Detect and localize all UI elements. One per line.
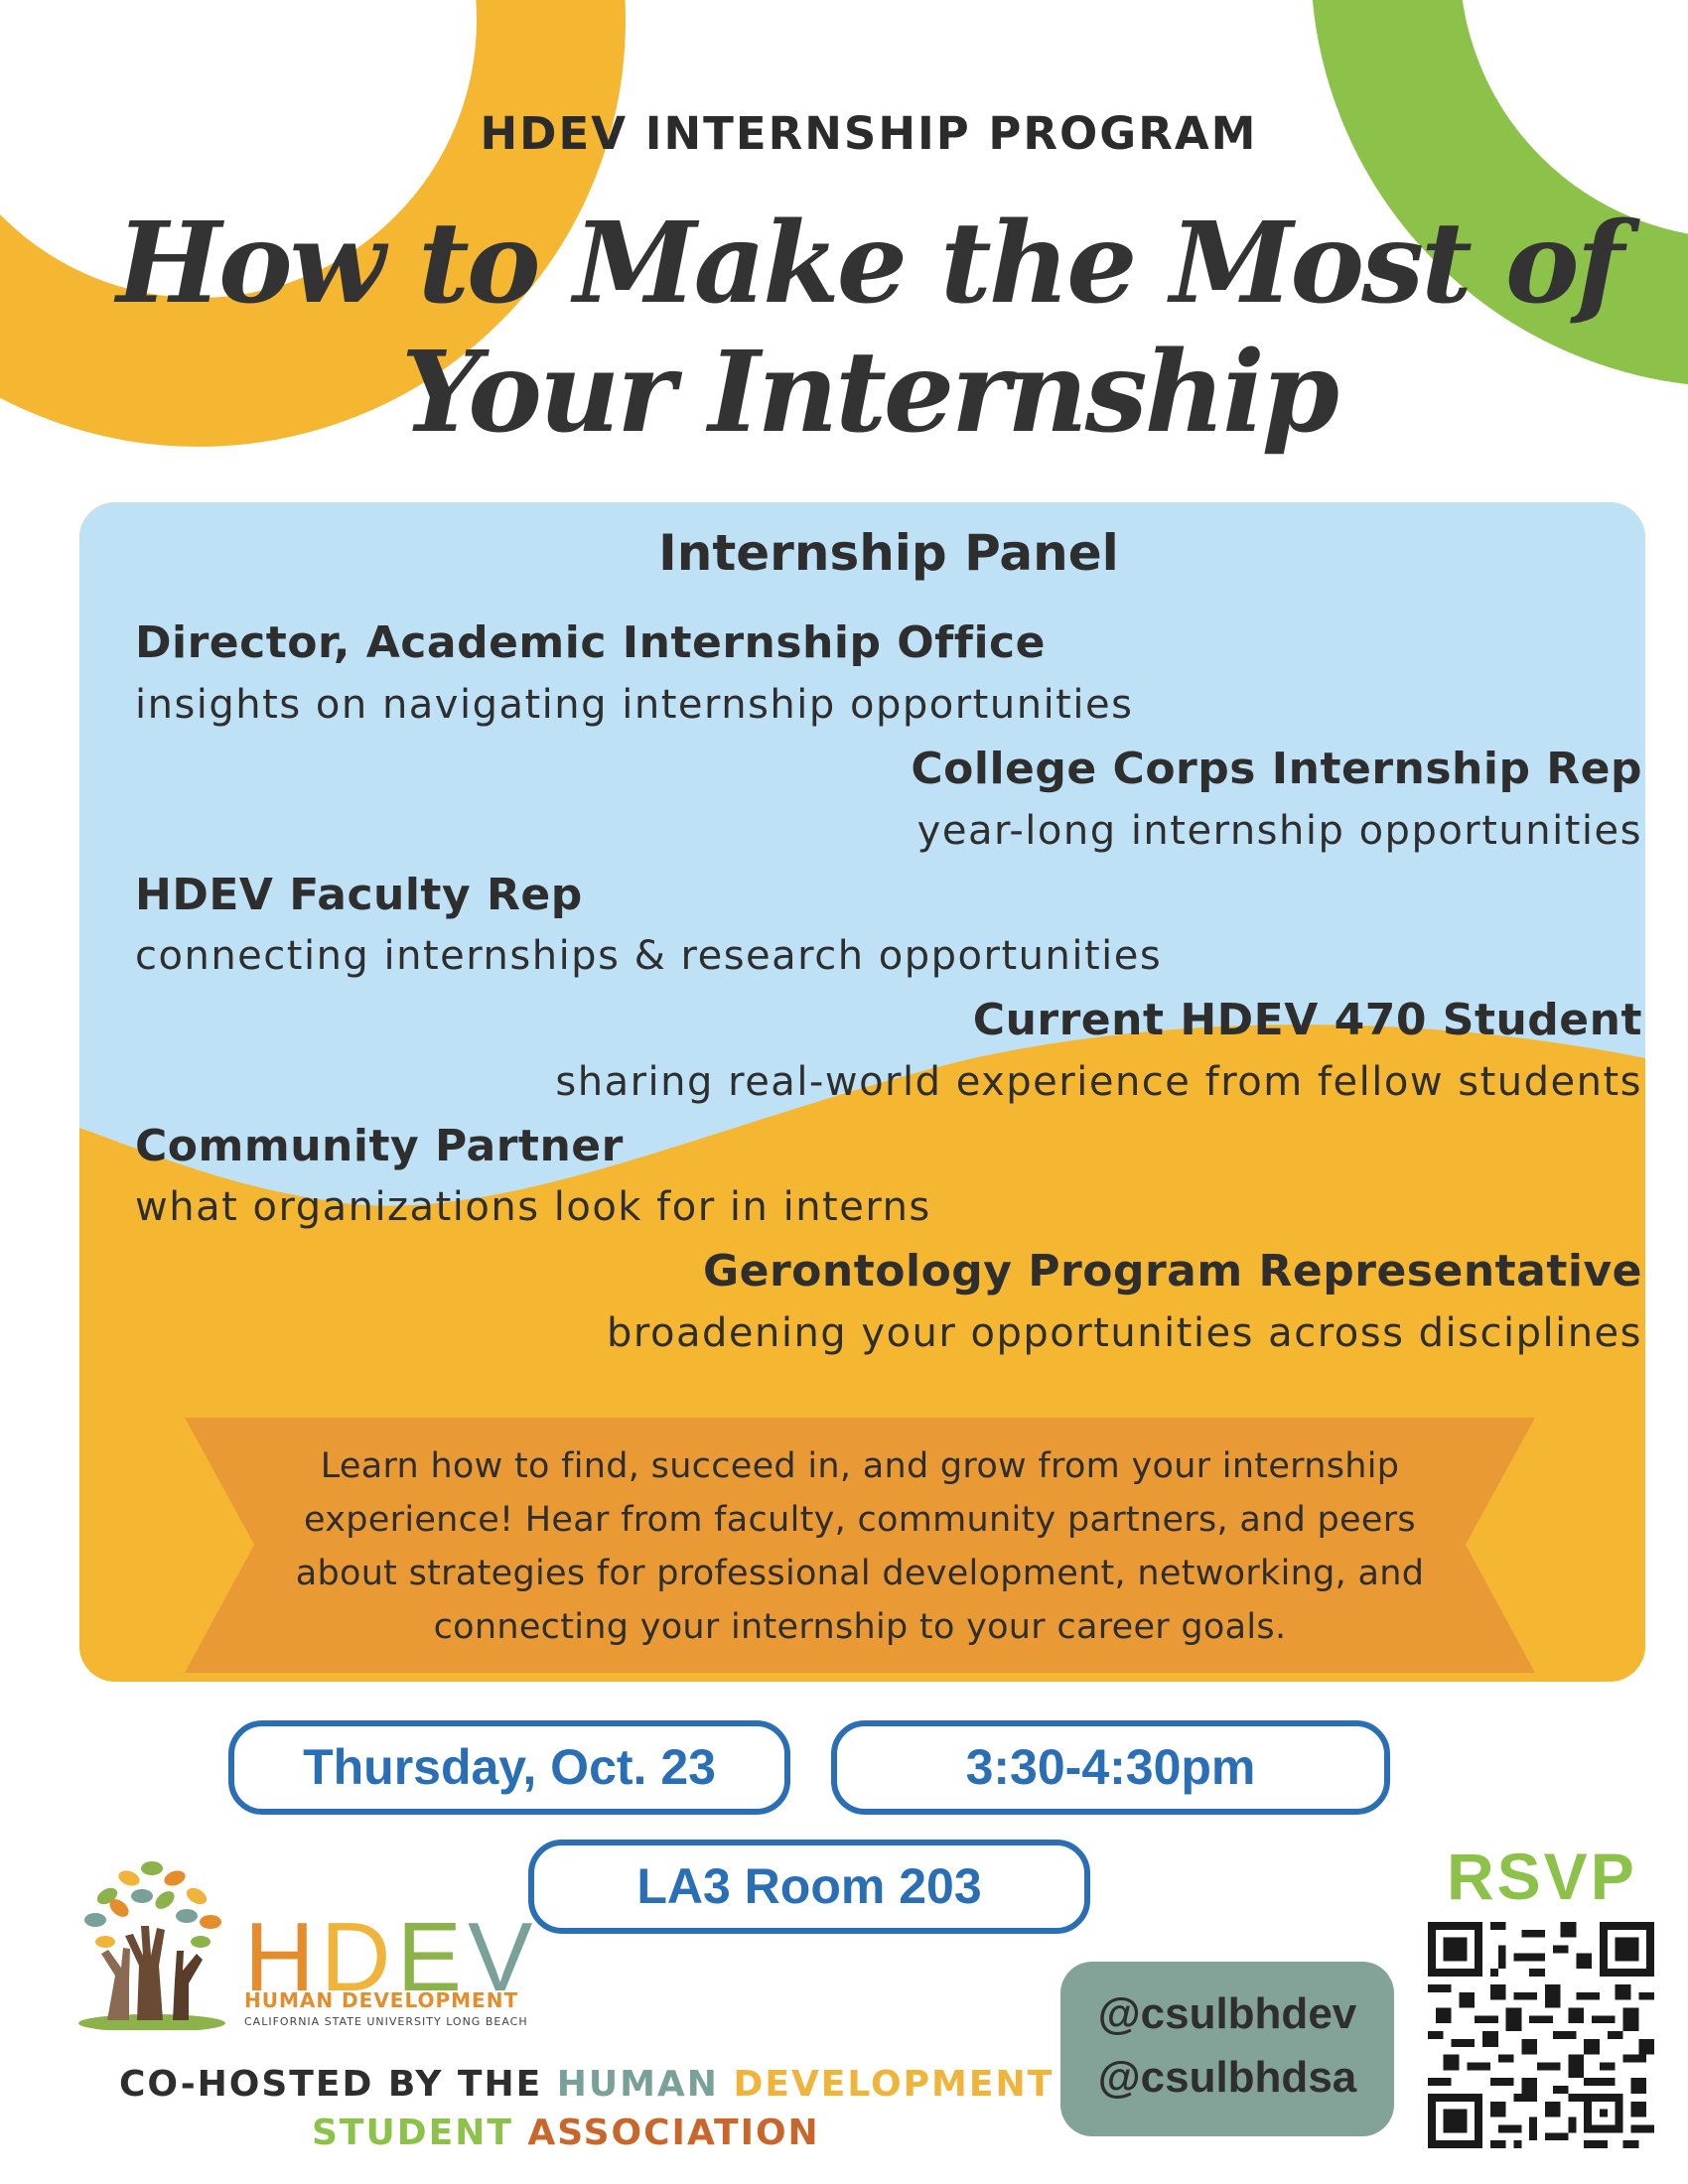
hdev-tree-logo-icon [77, 1856, 226, 2030]
logo-letter-h: H [244, 1902, 321, 2011]
event-description [234, 1439, 1485, 1654]
speaker-title-gerontology: Gerontology Program Representative [703, 1246, 1642, 1297]
logo-subtitle: HUMAN DEVELOPMENT [244, 1988, 519, 2012]
cohost-line-2 [312, 2113, 820, 2153]
speaker-title-director: Director, Academic Internship Office [135, 617, 1046, 668]
speaker-description-director: insights on navigating internship opportunities [135, 682, 1134, 728]
social-handle-hdev[interactable]: @csulbhdev [1097, 1989, 1357, 2038]
speaker-title-current-student: Current HDEV 470 Student [972, 995, 1642, 1045]
cohost-student: STUDENT [312, 2113, 528, 2153]
event-description-line: experience! Hear from faculty, community partners, and peers [304, 1500, 1416, 1540]
event-location: LA3 Room 203 [528, 1840, 1090, 1934]
event-description-line: Learn how to find, succeed in, and grow from your internship [320, 1446, 1400, 1486]
rsvp-qr-code-icon[interactable] [1428, 1922, 1654, 2148]
cohost-prefix: CO-HOSTED BY THE [119, 2064, 557, 2105]
speaker-description-college-corps: year-long internship opportunities [916, 808, 1642, 854]
cohost-human: HUMAN [556, 2064, 734, 2105]
social-handle-hdsa[interactable]: @csulbhdsa [1097, 2053, 1357, 2102]
rsvp-label: RSVP [1447, 1840, 1637, 1913]
speaker-title-community-partner: Community Partner [135, 1121, 624, 1171]
program-label: HDEV INTERNSHIP PROGRAM [480, 107, 1258, 160]
event-title-line-2: Your Internship [401, 328, 1336, 458]
speaker-title-faculty-rep: HDEV Faculty Rep [135, 870, 583, 920]
social-handles-box [1060, 1962, 1394, 2136]
logo-university: CALIFORNIA STATE UNIVERSITY LONG BEACH [244, 2015, 528, 2028]
speaker-title-college-corps: College Corps Internship Rep [911, 744, 1642, 794]
panel-heading: Internship Panel [658, 524, 1119, 582]
cohost-line-1 [119, 2064, 1054, 2105]
logo-letter-d: D [320, 1902, 397, 2011]
speaker-description-faculty-rep: connecting internships & research opportunities [135, 933, 1163, 979]
event-time: 3:30-4:30pm [831, 1720, 1390, 1815]
logo-letter-e: E [396, 1902, 468, 2011]
event-title-line-1: How to Make the Most of [116, 199, 1621, 329]
event-description-line: about strategies for professional development, networking, and [295, 1554, 1425, 1593]
cohost-development: DEVELOPMENT [733, 2064, 1055, 2105]
cohost-association: ASSOCIATION [527, 2113, 820, 2153]
speaker-description-community-partner: what organizations look for in interns [135, 1184, 931, 1230]
speaker-description-gerontology: broadening your opportunities across disciplines [607, 1310, 1642, 1356]
speaker-description-current-student: sharing real-world experience from fellow students [555, 1059, 1642, 1105]
logo-letter-v: V [467, 1902, 539, 2011]
event-date: Thursday, Oct. 23 [228, 1720, 790, 1815]
event-description-line: connecting your internship to your career goals. [433, 1607, 1287, 1647]
